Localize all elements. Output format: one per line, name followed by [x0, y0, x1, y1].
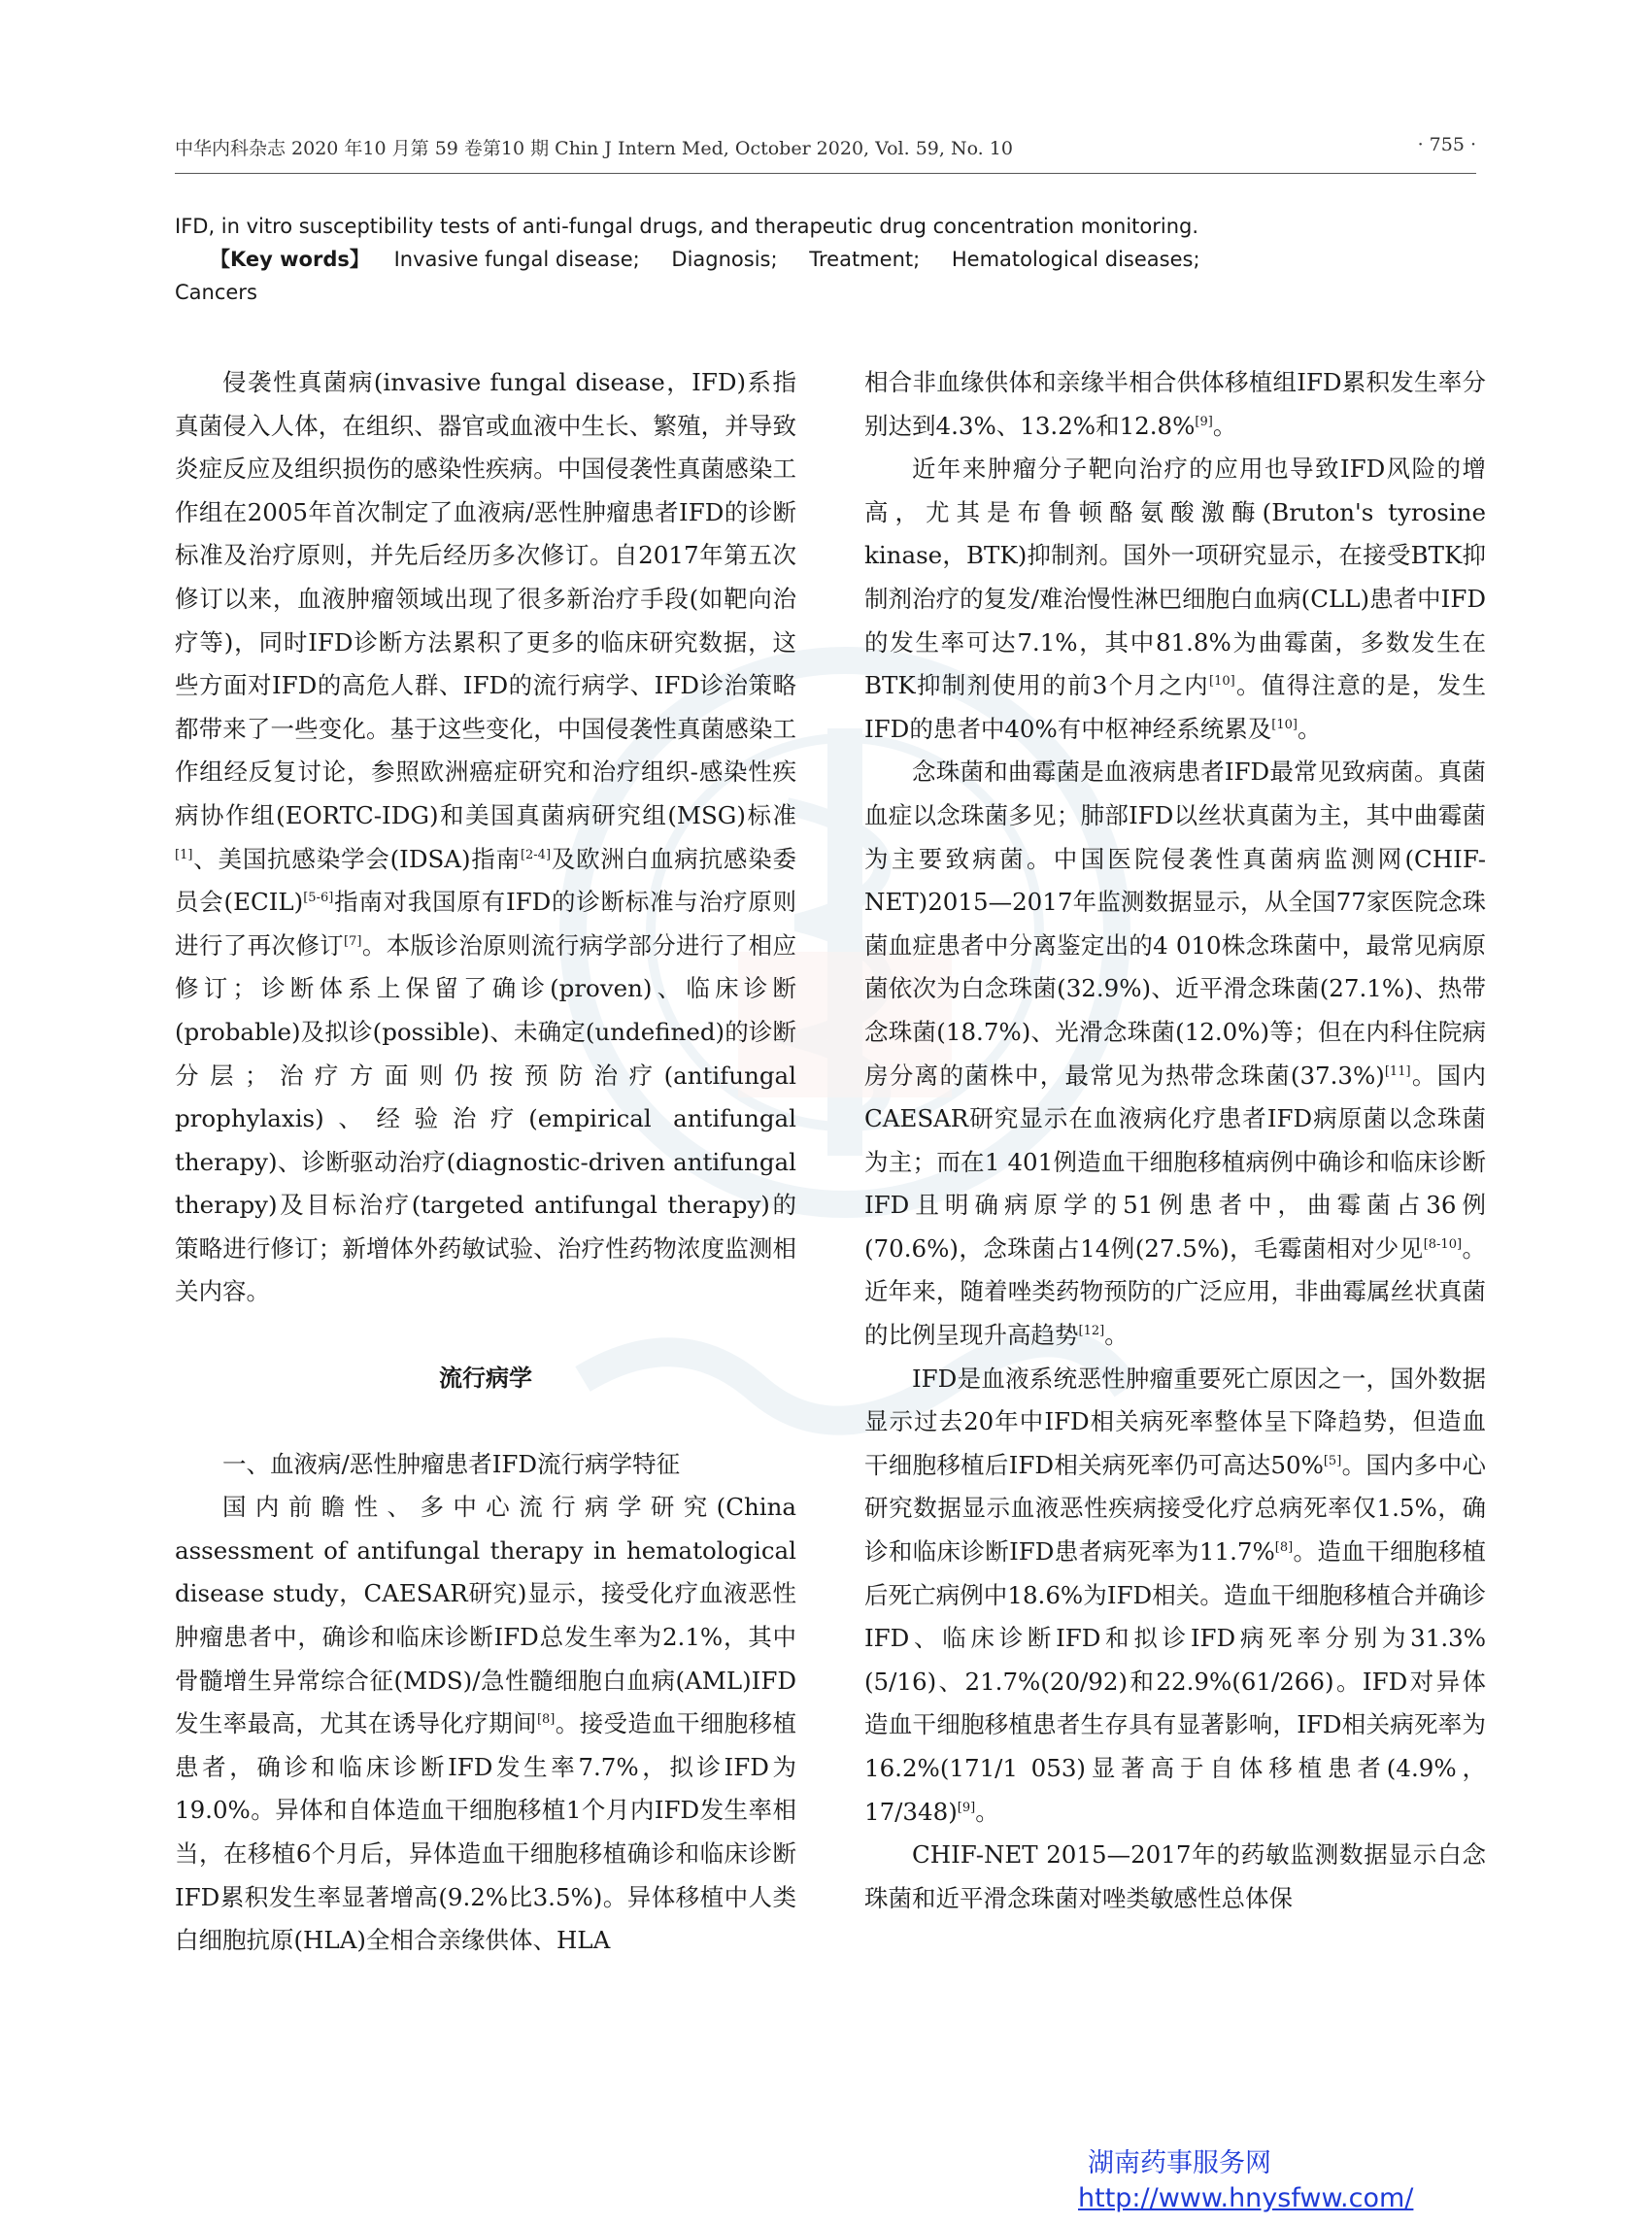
citation-ref: [8-10] — [1423, 1236, 1463, 1252]
header-rule — [175, 173, 1476, 174]
keyword: Invasive fungal disease; — [393, 248, 640, 271]
body-paragraph: CHIF-NET 2015—2017年的药敏监测数据显示白念珠菌和近平滑念珠菌对唑类敏感性总体保 — [864, 1840, 1486, 1912]
body-paragraph: IFD是血液系统恶性肿瘤重要死亡原因之一，国外数据显示过去20年中IFD相关病死率整体呈下降趋势，但造血干细胞移植后IFD相关病死率仍可高达50%[5]。国内多中心研究数据显示血液恶性疾病接受化疗总病死率仅1.5%，确诊和临床诊断IFD患者病死率为11.7%[8]。造血干细胞移植后死亡病例中18.6%为IFD相关。造血干细胞移植合并确诊IFD、临床诊断IFD和拟诊IFD病死率分别为31.3%(5/16)、21.7%(20/92)和22.9%(61/266)。IFD对异体造血干细胞移植患者生存具有显著影响，IFD相关病死率为16.2%(171/1 053)显著高于自体移植患者(4.9%，17/348)[9]。 — [864, 1364, 1486, 1826]
citation-ref: [8] — [536, 1712, 556, 1728]
keyword: Hematological diseases; — [951, 248, 1200, 271]
citation-ref: [2-4] — [520, 847, 552, 862]
citation-ref: [9] — [1195, 414, 1213, 429]
citation-ref: [10] — [1271, 717, 1298, 732]
page-number: · 755 · — [1417, 134, 1476, 155]
right-column — [864, 361, 1486, 1920]
citation-ref: [9] — [957, 1800, 976, 1815]
left-column — [175, 361, 796, 1963]
citation-ref: [8] — [1274, 1539, 1294, 1555]
citation-ref: [10] — [1209, 674, 1235, 689]
citation-ref: [11] — [1384, 1063, 1411, 1079]
body-paragraph-continued: 相合非血缘供体和亲缘半相合供体移植组IFD累积发生率分别达到4.3%、13.2%和12.8%[9]。 — [864, 368, 1486, 440]
keyword: Diagnosis; — [671, 248, 778, 271]
abstract-tail — [175, 210, 1476, 309]
body-paragraph: 念珠菌和曲霉菌是血液病患者IFD最常见致病菌。真菌血症以念珠菌多见；肺部IFD以丝状真菌为主，其中曲霉菌为主要致病菌。中国医院侵袭性真菌病监测网(CHIF-NET)2015—2017年监测数据显示，从全国77家医院念珠菌血症患者中分离鉴定出的4 010株念珠菌中，最常见病原菌依次为白念珠菌(32.9%)、近平滑念珠菌(27.1%)、热带念珠菌(18.7%)、光滑念珠菌(12.0%)等；但在内科住院病房分离的菌株中，最常见为热带念珠菌(37.3%)[11]。国内CAESAR研究显示在血液病化疗患者IFD病原菌以念珠菌为主；而在1 401例造血干细胞移植病例中确诊和临床诊断IFD且明确病原学的51例患者中，曲霉菌占36例(70.6%)，念珠菌占14例(27.5%)，毛霉菌相对少见[8-10]。近年来，随着唑类药物预防的广泛应用，非曲霉属丝状真菌的比例呈现升高趋势[12]。 — [864, 758, 1487, 1350]
running-header — [175, 134, 1476, 163]
citation-ref: [7] — [344, 933, 362, 949]
keyword: Treatment; — [809, 248, 921, 271]
citation-ref: [12] — [1078, 1323, 1105, 1338]
journal-citation: 中华内科杂志 2020 年10 月第 59 卷第10 期 Chin J Intern Med, October 2020, Vol. 59, No. 10 — [175, 138, 1013, 159]
intro-paragraph: 侵袭性真菌病(invasive fungal disease，IFD)系指真菌侵入人体，在组织、器官或血液中生长、繁殖，并导致炎症反应及组织损伤的感染性疾病。中国侵袭性真菌感染工作组在2005年首次制定了血液病/恶性肿瘤患者IFD的诊断标准及治疗原则，并先后经历多次修订。自2017年第五次修订以来，血液肿瘤领域出现了很多新治疗手段(如靶向治疗等)，同时IFD诊断方法累积了更多的临床研究数据，这些方面对IFD的高危人群、IFD的流行病学、IFD诊治策略都带来了一些变化。基于这些变化，中国侵袭性真菌感染工作组经反复讨论，参照欧洲癌症研究和治疗组织-感染性疾病协作组(EORTC-IDG)和美国真菌病研究组(MSG)标准[1]、美国抗感染学会(IDSA)指南[2-4]及欧洲白血病抗感染委员会(ECIL)[5-6]指南对我国原有IFD的诊断标准与治疗原则进行了再次修订[7]。本版诊治原则流行病学部分进行了相应修订；诊断体系上保留了确诊(proven)、临床诊断(probable)及拟诊(possible)、未确定(undefined)的诊断分层；治疗方面则仍按预防治疗(antifungal prophylaxis)、经验治疗(empirical antifungal therapy)、诊断驱动治疗(diagnostic-driven antifungal therapy)及目标治疗(targeted antifungal therapy)的策略进行修订；新增体外药敏试验、治疗性药物浓度监测相关内容。 — [175, 368, 797, 1306]
citation-ref: [1] — [175, 847, 193, 862]
website-watermark — [1078, 2146, 1467, 2216]
keyword-continued: Cancers — [175, 281, 257, 304]
body-paragraph: 国内前瞻性、多中心流行病学研究(China assessment of antifungal therapy in hematological disease study，CAESAR研究)显示，接受化疗血液恶性肿瘤患者中，确诊和临床诊断IFD总发生率为2.1%，其中骨髓增生异常综合征(MDS)/急性髓细胞白血病(AML)IFD发生率最高，尤其在诱导化疗期间[8]。接受造血干细胞移植患者，确诊和临床诊断IFD发生率7.7%，拟诊IFD为19.0%。异体和自体造血干细胞移植1个月内IFD发生率相当，在移植6个月后，异体造血干细胞移植确诊和临床诊断IFD累积发生率显著增高(9.2%比3.5%)。异体移植中人类白细胞抗原(HLA)全相合亲缘供体、HLA — [175, 1493, 797, 1955]
site-url-link[interactable]: http://www.hnysfww.com/ — [1078, 2183, 1414, 2213]
citation-ref: [5] — [1323, 1453, 1342, 1468]
section-title: 流行病学 — [439, 1365, 532, 1393]
subsection-heading: 一、血液病/恶性肿瘤患者IFD流行病学特征 — [222, 1449, 681, 1478]
keywords-line — [175, 243, 1476, 276]
body-paragraph: 近年来肿瘤分子靶向治疗的应用也导致IFD风险的增高，尤其是布鲁顿酪氨酸激酶(Bruton's tyrosine kinase，BTK)抑制剂。国外一项研究显示，在接受BTK抑制剂治疗的复发/难治慢性淋巴细胞白血病(CLL)患者中IFD的发生率可达7.1%，其中81.8%为曲霉菌，多数发生在BTK抑制剂使用的前3个月之内[10]。值得注意的是，发生IFD的患者中40%有中枢神经系统累及[10]。 — [864, 455, 1486, 743]
keywords-label: 【Key words】 — [210, 248, 370, 271]
abstract-last-line: IFD, in vitro susceptibility tests of anti-fungal drugs, and therapeutic drug concentration monitoring. — [175, 215, 1199, 238]
site-name: 湖南药事服务网 — [1088, 2148, 1271, 2178]
citation-ref: [5-6] — [303, 890, 334, 905]
